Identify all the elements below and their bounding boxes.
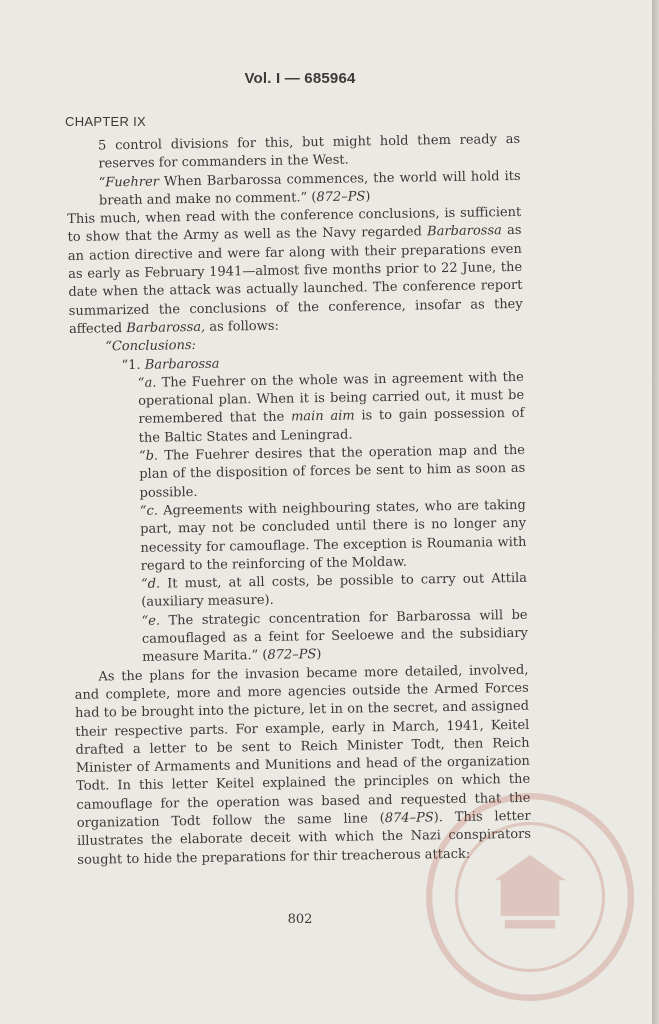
- continued-text: 5 control divisions for this, but might hold them ready as reserves for commanders in the West.: [98, 131, 521, 172]
- paragraph-1: This much, when read with the conference conclusions, is sufficient to show that the Army as well as the Navy regarded Barbarossa as an action directive and were far along with their preparations even as early as February 1941—almost five months prior to 22 June, the date when the attack was actually launched. The conference report summarized the conclusions of the conference, insofar as they affected Barbarossa, as follows:: [67, 205, 523, 337]
- item-b: “b. The Fuehrer desires that the operation map and the plan of the disposition of forces be sent to him as soon as possible.: [138, 442, 526, 501]
- item-a: “a. The Fuehrer on the whole was in agreement with the operational plan. When it is being carried out, it must be remembered that the main aim is to gain possession of the Baltic States and Leningrad.: [137, 369, 525, 446]
- volume-header: Vol. I — 685964: [244, 70, 356, 87]
- university-seal-watermark: [425, 792, 635, 1002]
- page-edge: [652, 0, 659, 1024]
- paragraph-2: As the plans for the invasion became more detailed, involved, and complete, more and more agencies outside the Armed Forces had to be brought into the picture, let in on the secret, and assigned their respective parts. For example, early in March, 1941, Keitel drafted a letter to be sent to Reich Minister Todt, then Reich Minister of Armaments and Munitions and head of the organization Todt. In this letter Keitel explained the principles on which the camouflage for the operation was based and requested that the organization Todt follow the same line (874–PS). This letter illustrates the elaborate deceit with which the Nazi conspirators sought to hide the preparations for thir treacherous attack:: [74, 662, 532, 868]
- conclusions-heading: “Conclusions:: [105, 338, 197, 355]
- item-d: “d. It must, at all costs, be possible to carry out Attila (auxiliary measure).: [140, 570, 528, 611]
- item-c: “c. Agreements with neighbouring states, who are taking part, may not be concluded until there is no longer any necessity for camouflage. The exception is Roumania with regard to the reinforcing of the Moldaw.: [139, 497, 527, 574]
- page-number: 802: [287, 912, 313, 927]
- item-1-heading: “1. Barbarossa: [121, 356, 220, 373]
- fuehrer-quote: “Fuehrer When Barbarossa commences, the world will hold its breath and make no comment.” (872–PS): [98, 168, 521, 209]
- body-text: [66, 131, 531, 870]
- item-e: “e. The strategic concentration for Barbarossa will be camouflaged as a feint for Seeloewe and the subsidiary measure Marita.” (872–PS): [141, 607, 528, 666]
- chapter-heading: CHAPTER IX: [65, 114, 147, 129]
